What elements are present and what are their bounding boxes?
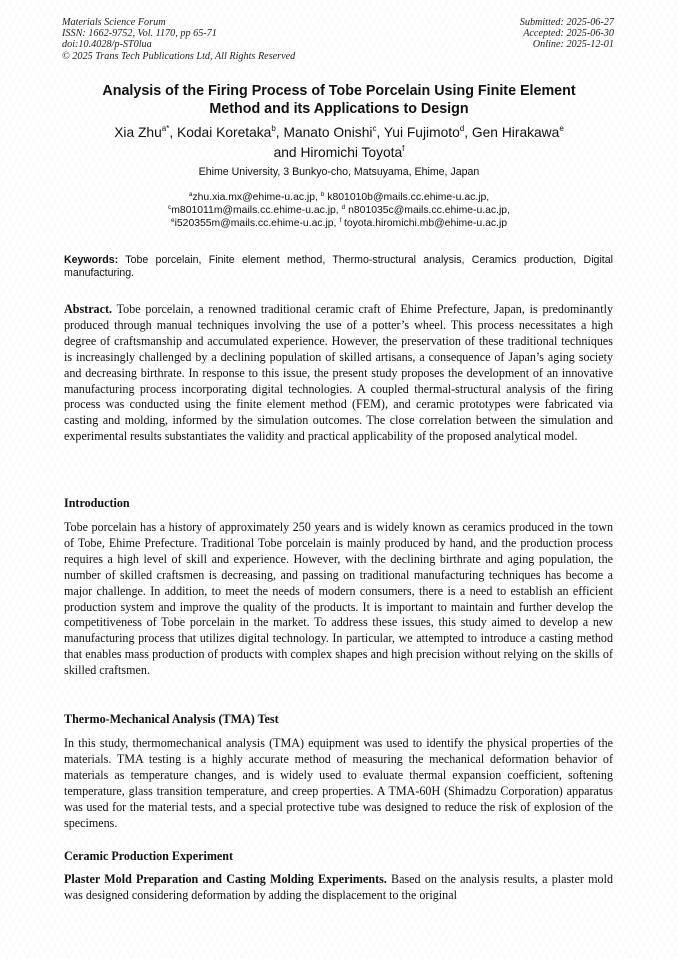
author-affiliation-mark: e <box>559 124 564 133</box>
abstract-text: Tobe porcelain, a renowned traditional ceramic craft of Ehime Prefecture, Japan, is predominantly produced through manual techniques involving the use of a potter’s wheel. This process necessitates a high degree of craftsmanship and accumulated experience. However, the preservation of these traditional techniques is increasingly challenged by a declining population of skilled artisans, a consequence of Japan’s aging society and decreasing birthrate. In response to this issue, the present study proposes the development of an innovative manufacturing process incorporating digital technologies. A coupled thermal-structural analysis of the firing process was conducted using the finite element method (FEM), and ceramic prototypes were fabricated via casting and molding, informed by the simulation outcomes. The close correlation between the simulation and experimental results substantiates the validity and practical applicability of the proposed analytical model. <box>64 302 613 444</box>
email-list <box>62 191 616 230</box>
issn-line: ISSN: 1662-9752, Vol. 1170, pp 65-71 <box>62 28 217 40</box>
author-name: Manato Onishi <box>283 125 373 140</box>
author-affiliation-mark: c <box>372 124 377 133</box>
author-list <box>62 123 616 163</box>
author-separator: , <box>464 125 472 140</box>
section-heading-ceramic-production: Ceramic Production Experiment <box>64 849 234 863</box>
paper-title <box>62 82 616 118</box>
dates-header <box>520 17 614 51</box>
copyright-line: © 2025 Trans Tech Publications Ltd, All Rights Reserved <box>62 50 296 62</box>
email-mark: e <box>170 217 175 224</box>
tma-paragraph: In this study, thermomechanical analysis (TMA) equipment was used to identify the physical properties of the materials. TMA testing is a highly accurate method of measuring the mechanical deformation behavior of materials as temperature changes, and is widely used to evaluate thermal expansion coefficient, softening temperature, glass transition temperature, and creep properties. A TMA-60H (Shimadzu Corporation) apparatus was used for the material tests, and a special protective tube was designed to reduce the risk of explosion of the specimens. <box>64 736 613 830</box>
keywords-label: Keywords: <box>64 254 119 266</box>
submitted-date: Submitted: 2025-06-27 <box>519 17 614 28</box>
author-affiliation-mark: d <box>459 124 465 133</box>
author-affiliation-mark: f <box>402 144 405 153</box>
email-link[interactable]: n801035c@mails.cc.ehime-u.ac.jp, <box>345 205 510 216</box>
author-conjunction: and <box>273 145 301 160</box>
affiliation: Ehime University, 3 Bunkyo-cho, Matsuyama, Ehime, Japan <box>198 166 480 178</box>
abstract-label: Abstract. <box>64 302 113 316</box>
section-heading-tma: Thermo-Mechanical Analysis (TMA) Test <box>64 712 279 726</box>
author-affiliation-mark: a* <box>161 124 170 133</box>
email-line-1 <box>62 191 616 204</box>
introduction-paragraph: Tobe porcelain has a history of approximately 250 years and is widely known as ceramics produced in the town of Tobe, Ehime Prefecture. Traditional Tobe porcelain is mainly produced by hand, and the production process requires a high level of skill and experience. However, with the declining birthrate and aging population, the number of skilled craftsmen is decreasing, and passing on traditional manufacturing techniques has become a major challenge. In addition, to meet the needs of modern consumers, there is a need to establish an efficient production system and improve the quality of the products. It is important to maintain and further develop the competitiveness of Tobe porcelain in the market. To address these issues, this study aimed to develop a new manufacturing process that utilizes digital technology. In particular, we attempted to introduce a casting method that enables mass production of products with complex shapes and high precision without relying on the skills of skilled craftsmen. <box>64 520 613 678</box>
email-mark: f <box>339 217 342 224</box>
online-date: Online: 2025-12-01 <box>532 39 614 51</box>
doi-link[interactable]: doi:10.4028/p-ST0lua <box>62 39 152 51</box>
accepted-date: Accepted: 2025-06-30 <box>523 28 614 40</box>
author-affiliation-mark: b <box>271 124 276 133</box>
author-name: Kodai Koretaka <box>177 125 272 140</box>
journal-header <box>62 17 295 62</box>
email-link[interactable]: toyota.hiromichi.mb@ehime-u.ac.jp <box>341 218 508 229</box>
keywords-text: Tobe porcelain, Finite element method, Thermo-structural analysis, Ceramics production, Digital manufacturing. <box>64 254 613 279</box>
email-mark: c <box>168 204 172 211</box>
email-mark: a <box>188 191 193 198</box>
email-mark: d <box>341 204 346 211</box>
author-line-2 <box>62 143 616 163</box>
author-separator: , <box>169 125 177 140</box>
journal-name: Materials Science Forum <box>62 17 166 28</box>
keywords <box>64 254 613 280</box>
author-name: Xia Zhu <box>114 125 162 140</box>
email-link[interactable]: zhu.xia.mx@ehime-u.ac.jp, <box>192 192 321 203</box>
author-separator: , <box>376 125 384 140</box>
author-name: Hiromichi Toyota <box>300 145 403 160</box>
abstract <box>64 302 613 445</box>
email-link[interactable]: i520355m@mails.cc.ehime-u.ac.jp, <box>174 218 340 229</box>
author-separator: , <box>275 125 284 140</box>
subsection-label: Plaster Mold Preparation and Casting Molding Experiments. <box>64 872 387 886</box>
email-line-2 <box>62 204 616 217</box>
author-name: Yui Fujimoto <box>383 125 460 140</box>
author-line-1 <box>62 123 616 143</box>
email-mark: b <box>320 191 325 198</box>
title-line-1: Analysis of the Firing Process of Tobe Porcelain Using Finite Element <box>102 83 576 99</box>
email-link[interactable]: m801011m@mails.cc.ehime-u.ac.jp, <box>171 205 342 216</box>
section-heading-introduction: Introduction <box>64 496 130 510</box>
email-line-3 <box>62 217 616 230</box>
title-line-2: Method and its Applications to Design <box>209 101 469 117</box>
email-link[interactable]: k801010b@mails.cc.ehime-u.ac.jp, <box>324 192 490 203</box>
author-name: Gen Hirakawa <box>471 125 560 140</box>
ceramic-production-paragraph <box>64 872 613 904</box>
ceramic-production-text: Based on the analysis results, a plaster mold was designed considering deformation by adding the displacement to the original <box>64 872 614 902</box>
